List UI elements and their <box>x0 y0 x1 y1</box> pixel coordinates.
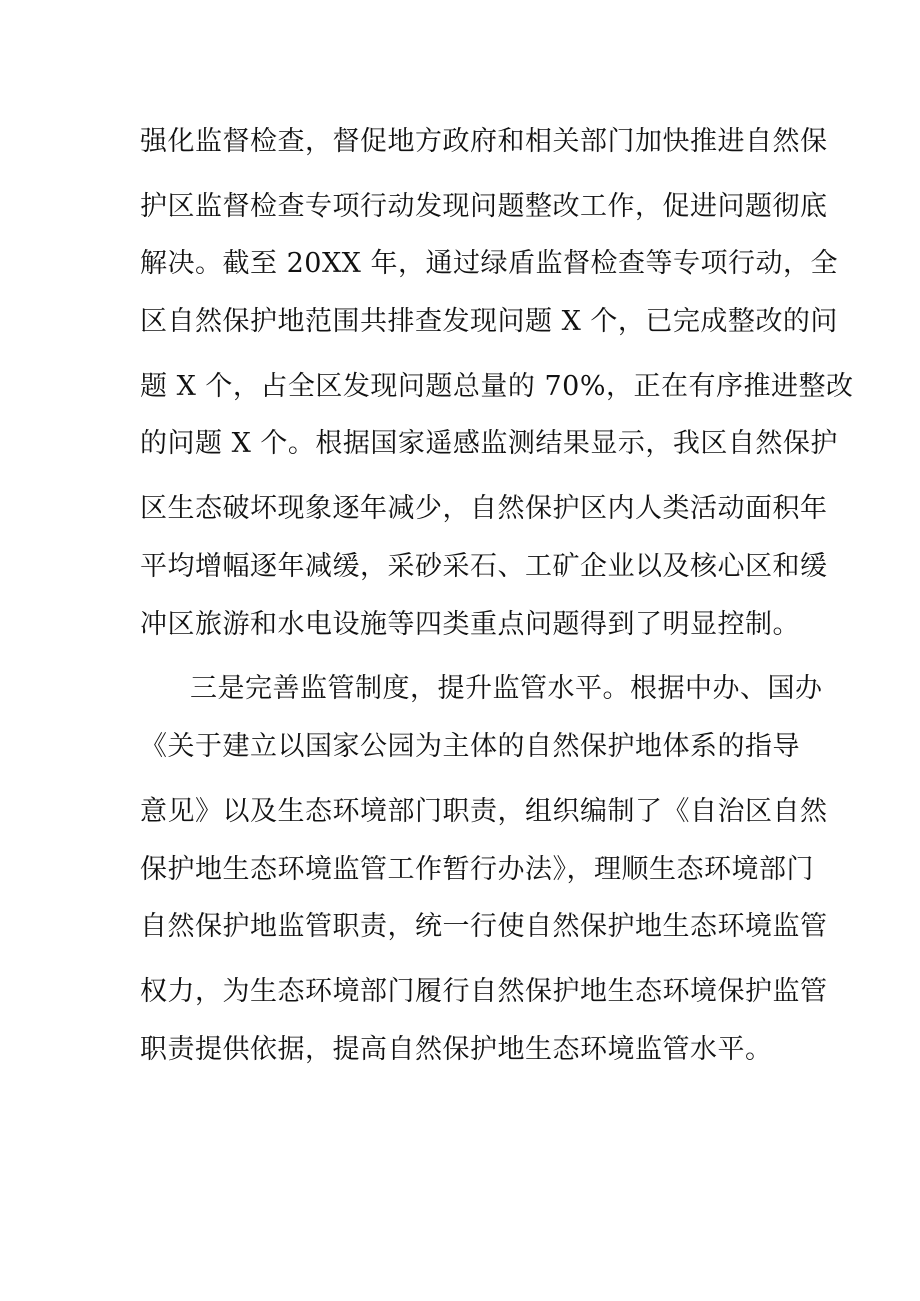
paragraph-line: 自然保护地监管职责，统一行使自然保护地生态环境监管 <box>140 911 828 942</box>
paragraph-line: 强化监督检查，督促地方政府和相关部门加快推进自然保 <box>140 126 828 157</box>
paragraph-line: 平均增幅逐年减缓，采砂采石、工矿企业以及核心区和缓 <box>140 551 828 582</box>
paragraph-line: 意见》以及生态环境部门职责，组织编制了《自治区自然 <box>140 796 828 827</box>
paragraph-line: 保护地生态环境监管工作暂行办法》，理顺生态环境部门 <box>140 854 814 885</box>
paragraph-line: 权力，为生态环境部门履行自然保护地生态环境保护监管 <box>140 976 828 1007</box>
paragraph-line: 的问题 X 个。根据国家遥感监测结果显示，我区自然保护 <box>140 428 838 459</box>
paragraph-line: 区自然保护地范围共排查发现问题 X 个，已完成整改的问 <box>140 306 838 337</box>
paragraph-line: 护区监督检查专项行动发现问题整改工作，促进问题彻底 <box>140 191 828 222</box>
paragraph-line: 《关于建立以国家公园为主体的自然保护地体系的指导 <box>140 731 800 762</box>
paragraph-line: 三是完善监管制度，提升监管水平。根据中办、国办 <box>190 673 823 704</box>
paragraph-line: 区生态破坏现象逐年减少，自然保护区内人类活动面积年 <box>140 493 828 524</box>
paragraph-line: 解决。截至 20XX 年，通过绿盾监督检查等专项行动，全 <box>140 248 838 279</box>
paragraph-line: 职责提供依据，提高自然保护地生态环境监管水平。 <box>140 1034 773 1065</box>
paragraph-line: 冲区旅游和水电设施等四类重点问题得到了明显控制。 <box>140 609 800 640</box>
paragraph-line: 题 X 个，占全区发现问题总量的 70%，正在有序推进整改 <box>140 371 854 402</box>
